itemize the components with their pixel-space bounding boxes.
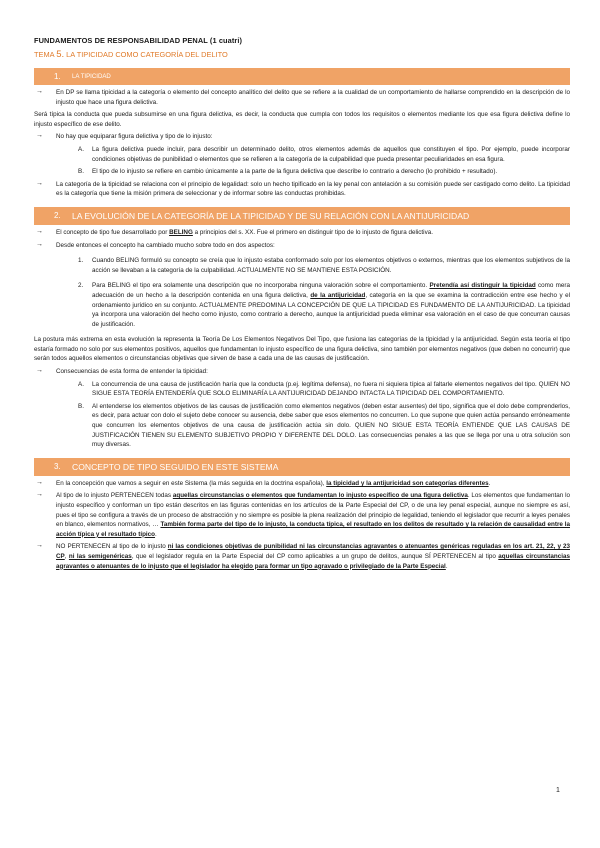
text-run: Al tipo de lo injusto PERTENECEN todas: [56, 492, 173, 500]
bullet-item: [34, 132, 570, 142]
list-marker: A.: [78, 380, 84, 388]
text-run: como mera adecuación de un hecho a la descripción contenida en una figura delictiva,: [92, 282, 571, 299]
underlined-text: También forma parte del tipo de lo injusto, la conducta típica, el resultado en los delitos de resultado y la relación de causalidad entre la acción típica y el resultado típico: [56, 521, 570, 538]
text-run: , que el legislador regula en la Parte Especial del CP como aplicables a un grupo de delitos, aunque SÍ PERTENECEN al tipo: [131, 552, 499, 560]
text-run: a principios del s. XX. Fue el primero en distinguir tipo de lo injusto de figura delictiva.: [192, 228, 433, 236]
arrow-right-icon: →: [36, 367, 43, 375]
paragraph: En DP se llama tipicidad a la categoría o elemento del concepto analítico del delito que se refiere a la cualidad de un comportamiento de hallarse comprendido en la descripción de lo injusto que hace una figura delictiva.: [56, 89, 570, 106]
underlined-text: aquellas circunstancias agravantes o atenuantes de lo injusto que el legislador ha elegido para formar un tipo agravado o privilegiado de la Parte Especial: [56, 552, 570, 570]
topic-number: 5.: [56, 49, 65, 60]
bullet-item: [34, 88, 570, 107]
section-number: 2.: [54, 211, 61, 221]
bullet-item: [34, 367, 570, 377]
paragraph: Será típica la conducta que pueda subsumirse en una figura delictiva, es decir, la conducta que cumpla con todos los requisitos o elementos mediante los que esa figura delictiva define lo injusto específico de ese delito.: [34, 111, 570, 128]
text-run: El concepto de tipo fue desarrollado por: [56, 228, 170, 236]
text-run: . Los elementos que fundamentan lo injusto específico y conforman un tipo están descritos en las figuras contenidas en los artículos de la Parte Especial del CP, o de una ley penal especial, aunque no siempre es así, pues el tipo se configura a través de un proceso de abstracción y no siempre es posible la plena realización del principio de legalidad, teniendo el legislador que recurrir a leyes penales en blanco, elementos normativos, …: [56, 492, 570, 529]
list-item: [34, 167, 570, 177]
paragraph: [92, 281, 570, 329]
section-heading-2: [34, 207, 570, 225]
bullet-item: [34, 491, 570, 539]
underlined-text: ni las condiciones objetivas de punibilidad ni las circunstancias agravantes o atenuantes genéricas reguladas en los art. 21, 22, y 23 CP: [56, 543, 570, 560]
underlined-text: Pretendía así distinguir la tipicidad: [429, 282, 536, 290]
text-run: En la concepción que vamos a seguir en este Sistema (la más seguida en la doctrina española),: [56, 479, 327, 487]
paragraph: Al entenderse los elementos objetivos de las causas de justificación como elementos negativos (deben estar ausentes) del tipo, significa que el dolo debe comprenderlos, es decir, para actuar con dolo el sujeto debe conocer su ausencia, debe saber que esos elementos no concurren. Lo que supone que quien actúa pensando erróneamente que concurren los elementos objetivos de una causa de justificación actúa sin dolo. QUIEN NO SIGUE ESTA TEORÍA ENTIENDE QUE LAS CAUSAS DE JUSTIFICACIÓN TIENEN SU ELEMENTO SUBJETIVO PROPIO Y DIFERENTE DEL DOLO. Las consecuencias penales a las que se llega por una u otra solución son muy diversas.: [92, 402, 570, 449]
underlined-text: ni las semigenéricas: [68, 552, 132, 560]
bullet-item: [34, 228, 570, 238]
paragraph: El tipo de lo injusto se refiere en cambio únicamente a la parte de la figura delictiva que describe lo contrario a derecho (lo prohibido + resultado).: [92, 168, 498, 176]
list-marker: B.: [78, 168, 84, 176]
paragraph: [56, 491, 570, 539]
arrow-right-icon: →: [36, 478, 43, 486]
paragraph: La postura más extrema en esta evolución la representa la Teoría De Los Elementos Negativos Del Tipo, que fusiona las categorías de la tipicidad y la antijuricidad. Según esta teoría el tipo estaría formado no solo por sus elementos positivos, aquellos que fundamentan lo injusto específico de una figura delictiva, sino también por elementos negativos (que deben no concurrir) que serán todos aquellos elementos o circunstancias objetivas que sirven de base a cada una de las causas de justificación.: [34, 336, 570, 363]
text-run: .: [488, 479, 491, 487]
arrow-right-icon: →: [36, 132, 43, 140]
bullet-item: [34, 542, 570, 571]
section-number: 1.: [54, 72, 61, 81]
section-number: 3.: [54, 462, 61, 472]
bullet-item: [34, 479, 570, 489]
underlined-text: aquellas circunstancias o elementos que fundamentan lo injusto específico de una figura delictiva: [172, 492, 468, 500]
paragraph: La concurrencia de una causa de justificación haría que la conducta (p.ej. legítima defensa), no fuera ni siquiera típica al faltarle elementos negativos del tipo. QUIEN NO SIGUE ESTA TEORÍA ENTENDERÍA QUE SOLO ELIMINARÍA LA ANTIJURICIDAD DEJANDO INTACTA LA TIPICIDAD DEL COMPORTAMIENTO.: [92, 380, 570, 398]
document-page: [34, 36, 570, 571]
list-item: [34, 380, 570, 399]
arrow-right-icon: →: [36, 179, 43, 187]
paragraph: No hay que equiparar figura delictiva y tipo de lo injusto:: [56, 133, 213, 141]
section-heading-1: [34, 68, 570, 85]
paragraph: [56, 228, 570, 238]
arrow-right-icon: →: [36, 227, 43, 235]
paragraph: Desde entonces el concepto ha cambiado mucho sobre todo en dos aspectos:: [56, 241, 275, 249]
underlined-text: de la antijuricidad: [310, 291, 366, 299]
paragraph: [56, 542, 570, 571]
underlined-text: la tipicidad y la antijuricidad son categorías diferentes: [326, 479, 489, 487]
section-title: CONCEPTO DE TIPO SEGUIDO EN ESTE SISTEMA: [72, 461, 279, 472]
topic-title: [34, 49, 570, 60]
list-marker: 1.: [78, 257, 84, 265]
paragraph: Consecuencias de esta forma de entender la tipicidad:: [56, 368, 208, 376]
arrow-right-icon: →: [36, 240, 43, 248]
arrow-right-icon: →: [36, 88, 43, 95]
course-title: FUNDAMENTOS DE RESPONSABILIDAD PENAL (1 cuatri): [34, 36, 243, 45]
list-marker: A.: [78, 145, 84, 153]
section-title: LA EVOLUCIÓN DE LA CATEGORÍA DE LA TIPICIDAD Y DE SU RELACIÓN CON LA ANTIJURICIDAD: [72, 210, 470, 221]
text-run: .: [445, 562, 448, 570]
text-run: Para BELING el tipo era solamente una descripción que no incorporaba ninguna valoración sobre el comportamiento.: [92, 282, 430, 290]
arrow-right-icon: →: [36, 491, 43, 499]
topic-name: LA TIPICIDAD COMO CATEGORÍA DEL DELITO: [64, 50, 228, 59]
section-title: LA TIPICIDAD: [72, 73, 111, 80]
list-item: [34, 145, 570, 164]
list-item: [34, 256, 570, 275]
section-heading-3: [34, 458, 570, 476]
arrow-right-icon: →: [36, 542, 43, 550]
list-marker: 2.: [78, 282, 84, 290]
page-number: 1: [556, 787, 560, 794]
list-item: [34, 402, 570, 450]
text-run: NO PERTENECEN al tipo de lo injusto: [56, 543, 168, 551]
paragraph: Cuando BELING formuló su concepto se creía que lo injusto estaba conformado solo por los elementos objetivos o externos, mientras que los elementos subjetivos de la acción se llevaban a la categoría de la culpabilidad. ACTUALMENTE NO SE MANTIENE ESTA POSICIÓN.: [92, 257, 570, 274]
bullet-item: [34, 180, 570, 199]
underlined-text: BELING: [169, 228, 193, 236]
text-run: , categoría en la que se examina la contradicción entre ese hecho y el ordenamiento jurídico en su conjunto. ACTUALMENTE PREDOMINA LA CONCEPCIÓN DE QUE LA TIPICIDAD ES FUNDAMENTO DE LA ANTIJURICIDAD. La tipicidad ya incorpora una valoración del hecho como injusto, como contrario a derecho, aunque la antijuricidad pueda eliminar esa valoración en el caso de que concurran causas de justificación.: [92, 291, 570, 328]
text-run: ,: [64, 552, 69, 560]
paragraph: La figura delictiva puede incluir, para describir un determinado delito, otros elementos además de aquellos que constituyen el tipo. Por ejemplo, puede incorporar condiciones objetivas de punibilidad o elementos que se refieren a la categoría de la culpabilidad que pueda presentar peculiaridades en esa figura.: [92, 145, 570, 163]
paragraph: [56, 479, 570, 489]
paragraph: La categoría de la tipicidad se relaciona con el principio de legalidad: solo un hecho tipificado en la ley penal con antelación a su comisión puede ser castigado como delito. La tipicidad es la categoría que tiene la misión primera de seleccionar y de informar sobre las conductas prohibidas.: [56, 180, 570, 198]
text-run: .: [155, 530, 157, 538]
list-marker: B.: [78, 402, 84, 410]
topic-prefix: TEMA: [34, 50, 57, 59]
bullet-item: [34, 241, 570, 251]
list-item: [34, 281, 570, 329]
